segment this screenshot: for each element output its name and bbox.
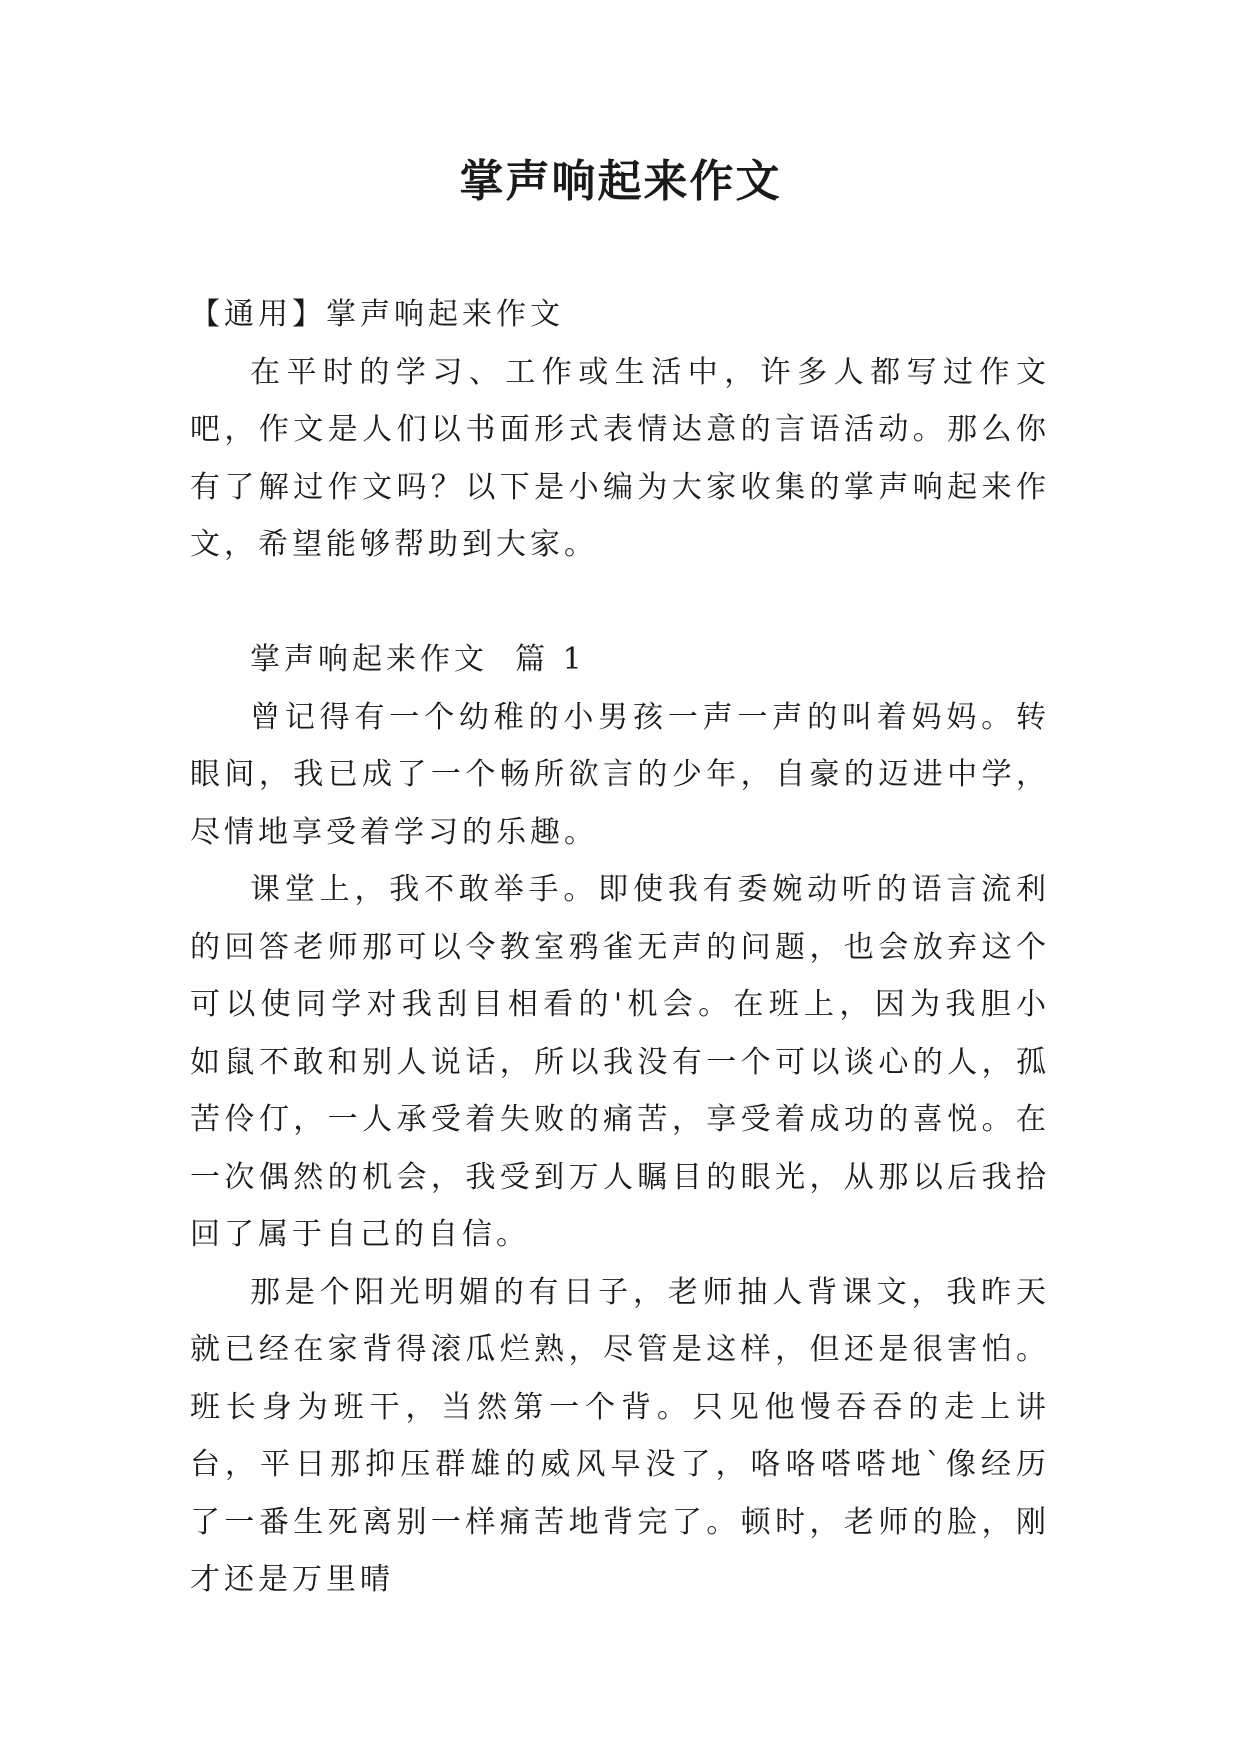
tag-line: 【通用】掌声响起来作文: [190, 297, 564, 332]
body-paragraph-3: 那是个阳光明媚的有日子，老师抽人背课文，我昨天就已经在家背得滚瓜烂熟，尽管是这样，但还是很害怕。班长身为班干，当然第一个背。只见他慢吞吞的走上讲台，平日那抑压群雄的威风早没了，咯咯嗒嗒地`像经历了一番生死离别一样痛苦地背完了。顿时，老师的脸，刚才还是万里晴: [190, 1274, 1050, 1597]
section-heading: 掌声响起来作文 篇 1: [250, 642, 586, 677]
document-title: 掌声响起来作文: [459, 156, 782, 207]
intro-paragraph: 在平时的学习、工作或生活中，许多人都写过作文吧，作文是人们以书面形式表情达意的言语活动。那么你有了解过作文吗？以下是小编为大家收集的掌声响起来作文，希望能够帮助到大家。: [190, 354, 1050, 562]
body-paragraph-1: 曾记得有一个幼稚的小男孩一声一声的叫着妈妈。转眼间，我已成了一个畅所欲言的少年，自豪的迈进中学，尽情地享受着学习的乐趣。: [190, 699, 1050, 850]
body-paragraph-2: 课堂上，我不敢举手。即使我有委婉动听的语言流利的回答老师那可以令教室鸦雀无声的问题，也会放弃这个可以使同学对我刮目相看的'机会。在班上，因为我胆小如鼠不敢和别人说话，所以我没有一个可以谈心的人，孤苦伶仃，一人承受着失败的痛苦，享受着成功的喜悦。在 一次偶然的机会，我受到万人瞩目的眼光，从那以后我拾回了属于自己的自信。: [190, 872, 1050, 1252]
document-body: [190, 286, 1050, 1609]
paragraph-gap: [190, 574, 1050, 632]
